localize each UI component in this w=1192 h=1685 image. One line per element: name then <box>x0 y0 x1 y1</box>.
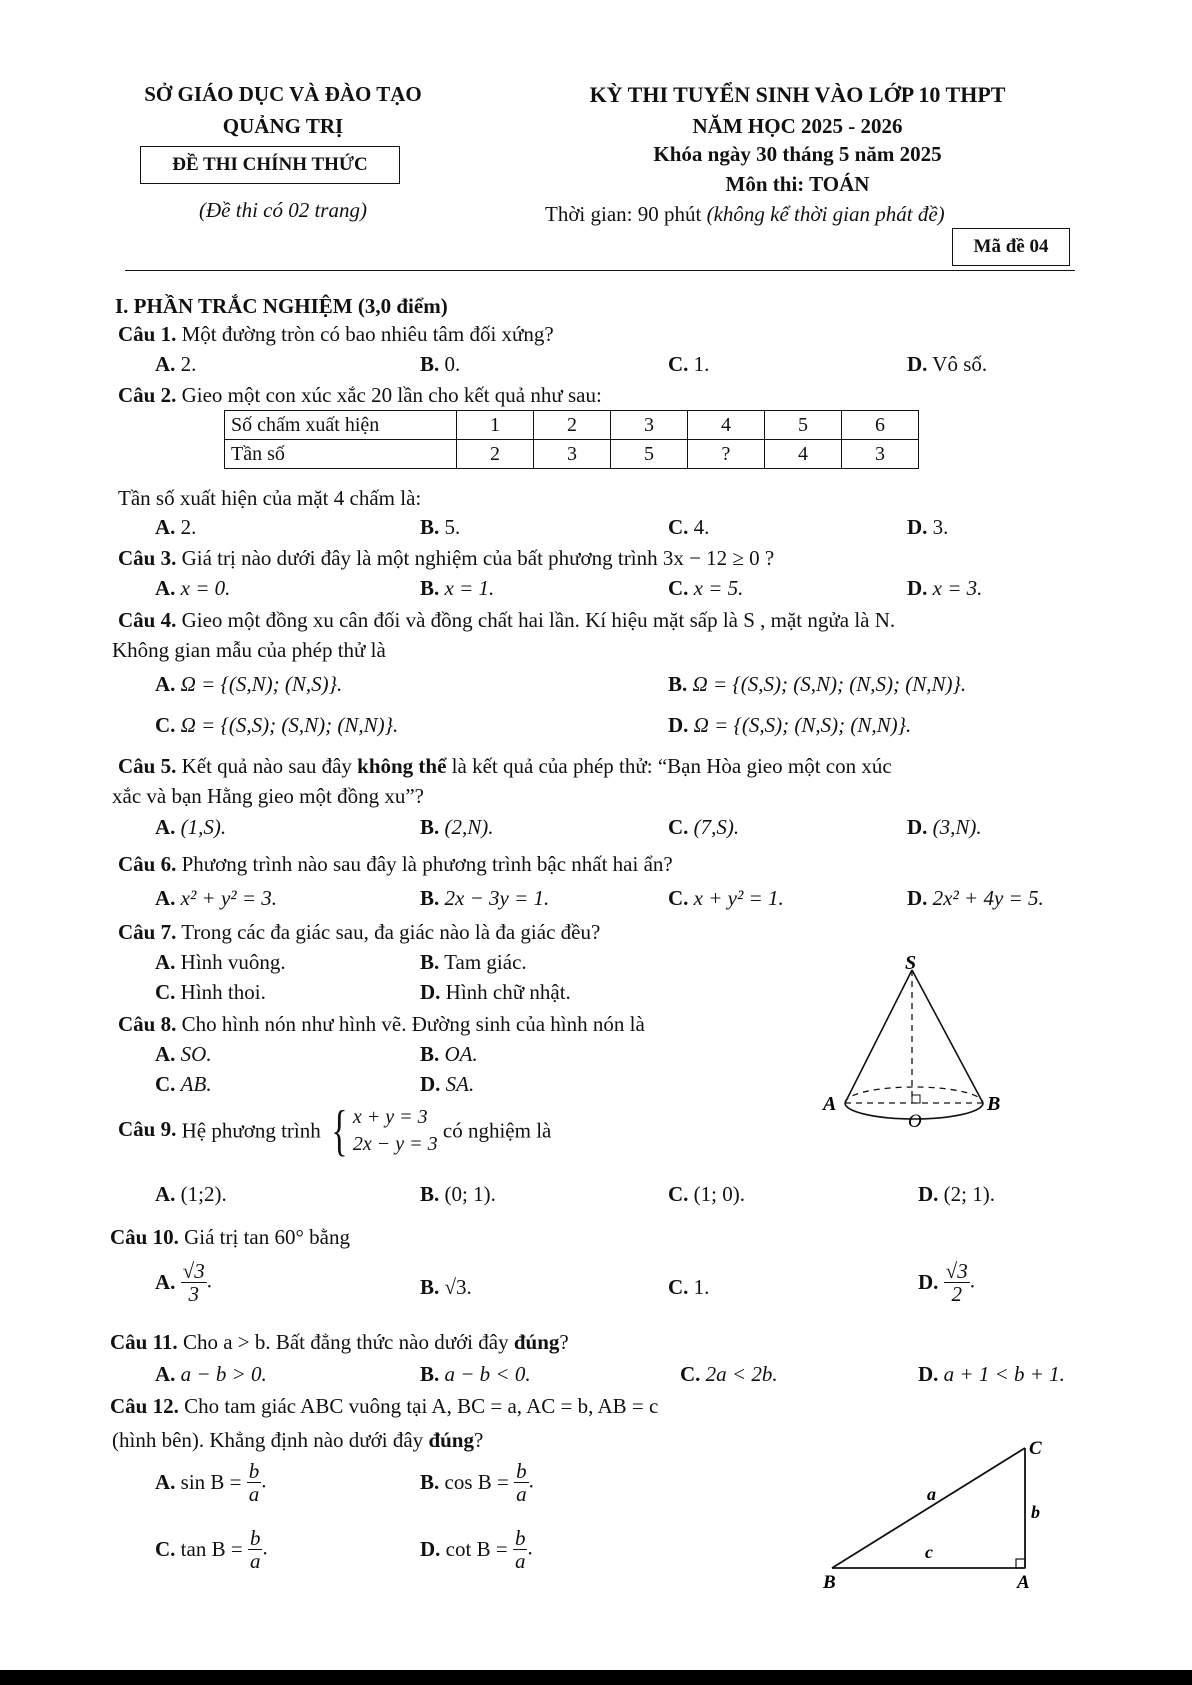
question-text: Giá trị tan 60° bằng <box>178 1225 350 1249</box>
q6-option-b: B. 2x − 3y = 1. <box>420 886 550 910</box>
table-cell: ? <box>688 440 765 469</box>
equation-2: 2x − y = 3 <box>352 1133 438 1155</box>
side-label-b: b <box>1031 1502 1040 1522</box>
q4-option-a: A. Ω = {(S,N); (N,S)}. <box>155 672 343 696</box>
scan-edge-bar <box>0 1670 1192 1685</box>
q4-option-c: C. Ω = {(S,S); (S,N); (N,N)}. <box>155 713 399 737</box>
question-11: Câu 11. Cho a > b. Bất đẳng thức nào dưới đây đúng? <box>110 1330 569 1354</box>
q5-option-c: C. (7,S). <box>668 815 740 839</box>
cone-label-s: S <box>905 955 917 974</box>
question-label: Câu 7. <box>118 920 177 944</box>
table-row <box>225 411 919 440</box>
cone-figure <box>815 955 1015 1135</box>
cone-label-b: B <box>987 1093 1001 1115</box>
triangle-label-a: A <box>1017 1572 1030 1590</box>
triangle-figure <box>815 1430 1055 1590</box>
equation-system <box>353 1104 438 1158</box>
table-cell: 1 <box>457 411 534 440</box>
department-name: SỞ GIÁO DỤC VÀ ĐÀO TẠO <box>144 82 422 106</box>
q2-option-a: A. 2. <box>155 515 197 539</box>
question-text: Gieo một con xúc xắc 20 lần cho kết quả như sau: <box>176 383 602 407</box>
cone-label-a: A <box>823 1093 837 1115</box>
q3-option-a: A. x = 0. <box>155 576 231 600</box>
question-2 <box>118 383 602 408</box>
table-header-cell: Số chấm xuất hiện <box>225 411 457 440</box>
question-1 <box>118 322 554 347</box>
q10-option-d: D. $\frac{√3}{2}$ . <box>918 1259 975 1307</box>
question-8 <box>118 1012 645 1037</box>
q5-option-b: B. (2,N). <box>420 815 494 839</box>
frequency-table <box>224 410 919 469</box>
q1-option-d: D. Vô số. <box>907 352 988 376</box>
q6-option-a: A. x² + y² = 3. <box>155 886 277 910</box>
question-label: Câu 2. <box>118 383 177 407</box>
question-text: Một đường tròn có bao nhiêu tâm đối xứng? <box>176 322 554 346</box>
exam-time-note: (không kể thời gian phát đề) <box>706 202 945 226</box>
q8-option-a: A. SO. <box>155 1042 212 1066</box>
q7-option-a: A. Hình vuông. <box>155 950 286 974</box>
q7-option-c: C. Hình thoi. <box>155 980 266 1004</box>
question-text: Hệ phương trình <box>176 1118 321 1143</box>
question-5-line2: xắc và bạn Hằng gieo một đồng xu”? <box>112 784 424 808</box>
q9-option-c: C. (1; 0). <box>668 1182 745 1206</box>
question-label: Câu 6. <box>118 852 177 876</box>
question-label: Câu 12. <box>110 1394 179 1418</box>
q7-option-b: B. Tam giác. <box>420 950 527 974</box>
q6-option-c: C. x + y² = 1. <box>668 886 784 910</box>
exam-time <box>545 202 945 227</box>
q12-option-d: D. cot B = $\frac{b}{a}$ . <box>420 1526 533 1574</box>
school-year: NĂM HỌC 2025 - 2026 <box>692 114 903 138</box>
question-text: Gieo một đồng xu cân đối và đồng chất hai lần. Kí hiệu mặt sấp là S , mặt ngửa là N. <box>176 608 896 632</box>
question-12 <box>110 1394 658 1419</box>
side-label-c: c <box>925 1542 933 1562</box>
table-cell: 3 <box>842 440 919 469</box>
table-cell: 5 <box>611 440 688 469</box>
question-6 <box>118 852 673 877</box>
question-text-end: có nghiệm là <box>442 1118 552 1143</box>
q9-option-a: A. (1;2). <box>155 1182 227 1206</box>
question-label: Câu 3. <box>118 546 177 570</box>
q3-option-b: B. x = 1. <box>420 576 495 600</box>
equation-1: x + y = 3 <box>352 1106 428 1128</box>
question-text: Phương trình nào sau đây là phương trình bậc nhất hai ẩn? <box>176 852 673 876</box>
table-header-cell: Tần số <box>225 440 457 469</box>
q11-option-c: C. 2a < 2b. <box>680 1362 778 1386</box>
q11-option-a: A. a − b > 0. <box>155 1362 267 1386</box>
system-brace: { <box>331 1100 348 1162</box>
q2-option-d: D. 3. <box>907 515 949 539</box>
table-row <box>225 440 919 469</box>
q10-option-c: C. 1. <box>668 1275 710 1299</box>
question-9 <box>118 1100 552 1162</box>
q5-option-d: D. (3,N). <box>907 815 982 839</box>
q1-option-c: C. 1. <box>668 352 710 376</box>
question-label: Câu 4. <box>118 608 177 632</box>
q12-option-c: C. tan B = $\frac{b}{a}$ . <box>155 1526 268 1574</box>
cone-label-o: O <box>908 1111 922 1132</box>
question-label: Câu 1. <box>118 322 177 346</box>
q4-option-d: D. Ω = {(S,S); (N,S); (N,N)}. <box>668 713 912 737</box>
q2-option-b: B. 5. <box>420 515 461 539</box>
question-3 <box>118 546 774 571</box>
question-label: Câu 5. <box>118 754 177 778</box>
q1-option-a: A. 2. <box>155 352 197 376</box>
q9-option-b: B. (0; 1). <box>420 1182 496 1206</box>
question-label: Câu 10. <box>110 1225 179 1249</box>
section-title: I. PHẦN TRẮC NGHIỆM (3,0 điểm) <box>115 294 448 318</box>
table-cell: 2 <box>457 440 534 469</box>
q10-option-b: B. √3. <box>420 1275 472 1299</box>
exam-date: Khóa ngày 30 tháng 5 năm 2025 <box>653 142 942 166</box>
q3-option-c: C. x = 5. <box>668 576 744 600</box>
pages-note: (Đề thi có 02 trang) <box>199 198 367 222</box>
q9-option-d: D. (2; 1). <box>918 1182 995 1206</box>
header-divider <box>125 270 1075 271</box>
question-label: Câu 9. <box>118 1116 177 1141</box>
question-label: Câu 11. <box>110 1330 178 1354</box>
question-10 <box>110 1225 350 1250</box>
exam-time-value: Thời gian: 90 phút <box>545 202 707 226</box>
question-text: Cho hình nón như hình vẽ. Đường sinh của hình nón là <box>176 1012 645 1036</box>
q1-option-b: B. 0. <box>420 352 461 376</box>
question-4-line2: Không gian mẫu của phép thử là <box>112 638 386 662</box>
table-cell: 2 <box>534 411 611 440</box>
q4-option-b: B. Ω = {(S,S); (S,N); (N,S); (N,N)}. <box>668 672 967 696</box>
q11-option-d: D. a + 1 < b + 1. <box>918 1362 1065 1386</box>
triangle-label-b: B <box>823 1572 836 1590</box>
q5-option-a: A. (1,S). <box>155 815 227 839</box>
side-label-a: a <box>927 1484 936 1504</box>
exam-code-box: Mã đề 04 <box>952 228 1070 266</box>
exam-subject: Môn thi: TOÁN <box>725 172 870 196</box>
q11-option-b: B. a − b < 0. <box>420 1362 531 1386</box>
table-cell: 3 <box>534 440 611 469</box>
q7-option-d: D. Hình chữ nhật. <box>420 980 571 1004</box>
table-cell: 4 <box>688 411 765 440</box>
q12-option-b: B. cos B = $\frac{b}{a}$ . <box>420 1459 534 1507</box>
q8-option-b: B. OA. <box>420 1042 478 1066</box>
question-label: Câu 8. <box>118 1012 177 1036</box>
table-cell: 4 <box>765 440 842 469</box>
table-cell: 6 <box>842 411 919 440</box>
question-text: Giá trị nào dưới đây là một nghiệm của bất phương trình 3x − 12 ≥ 0 ? <box>176 546 775 570</box>
q12-option-a: A. sin B = $\frac{b}{a}$ . <box>155 1459 267 1507</box>
triangle-label-c: C <box>1029 1438 1042 1459</box>
question-4 <box>118 608 895 633</box>
q6-option-d: D. 2x² + 4y = 5. <box>907 886 1044 910</box>
table-cell: 5 <box>765 411 842 440</box>
exam-title: KỲ THI TUYỂN SINH VÀO LỚP 10 THPT <box>589 82 1006 107</box>
question-text: Cho tam giác ABC vuông tại A, BC = a, AC = b, AB = c <box>178 1394 659 1418</box>
table-cell: 3 <box>611 411 688 440</box>
question-7 <box>118 920 600 945</box>
question-12-line2: (hình bên). Khẳng định nào dưới đây đúng? <box>112 1428 484 1452</box>
q3-option-d: D. x = 3. <box>907 576 983 600</box>
q10-option-a: A. $\frac{√3}{3}$ . <box>155 1259 212 1307</box>
question-5: Câu 5. Kết quả nào sau đây không thể là kết quả của phép thử: “Bạn Hòa gieo một con xúc <box>118 754 892 778</box>
q2-option-c: C. 4. <box>668 515 710 539</box>
question-text: Trong các đa giác sau, đa giác nào là đa giác đều? <box>176 920 601 944</box>
q2-followup: Tần số xuất hiện của mặt 4 chấm là: <box>118 486 422 510</box>
official-exam-box: ĐỀ THI CHÍNH THỨC <box>140 146 400 184</box>
province-name: QUẢNG TRỊ <box>222 114 344 138</box>
q8-option-d: D. SA. <box>420 1072 475 1096</box>
q8-option-c: C. AB. <box>155 1072 212 1096</box>
